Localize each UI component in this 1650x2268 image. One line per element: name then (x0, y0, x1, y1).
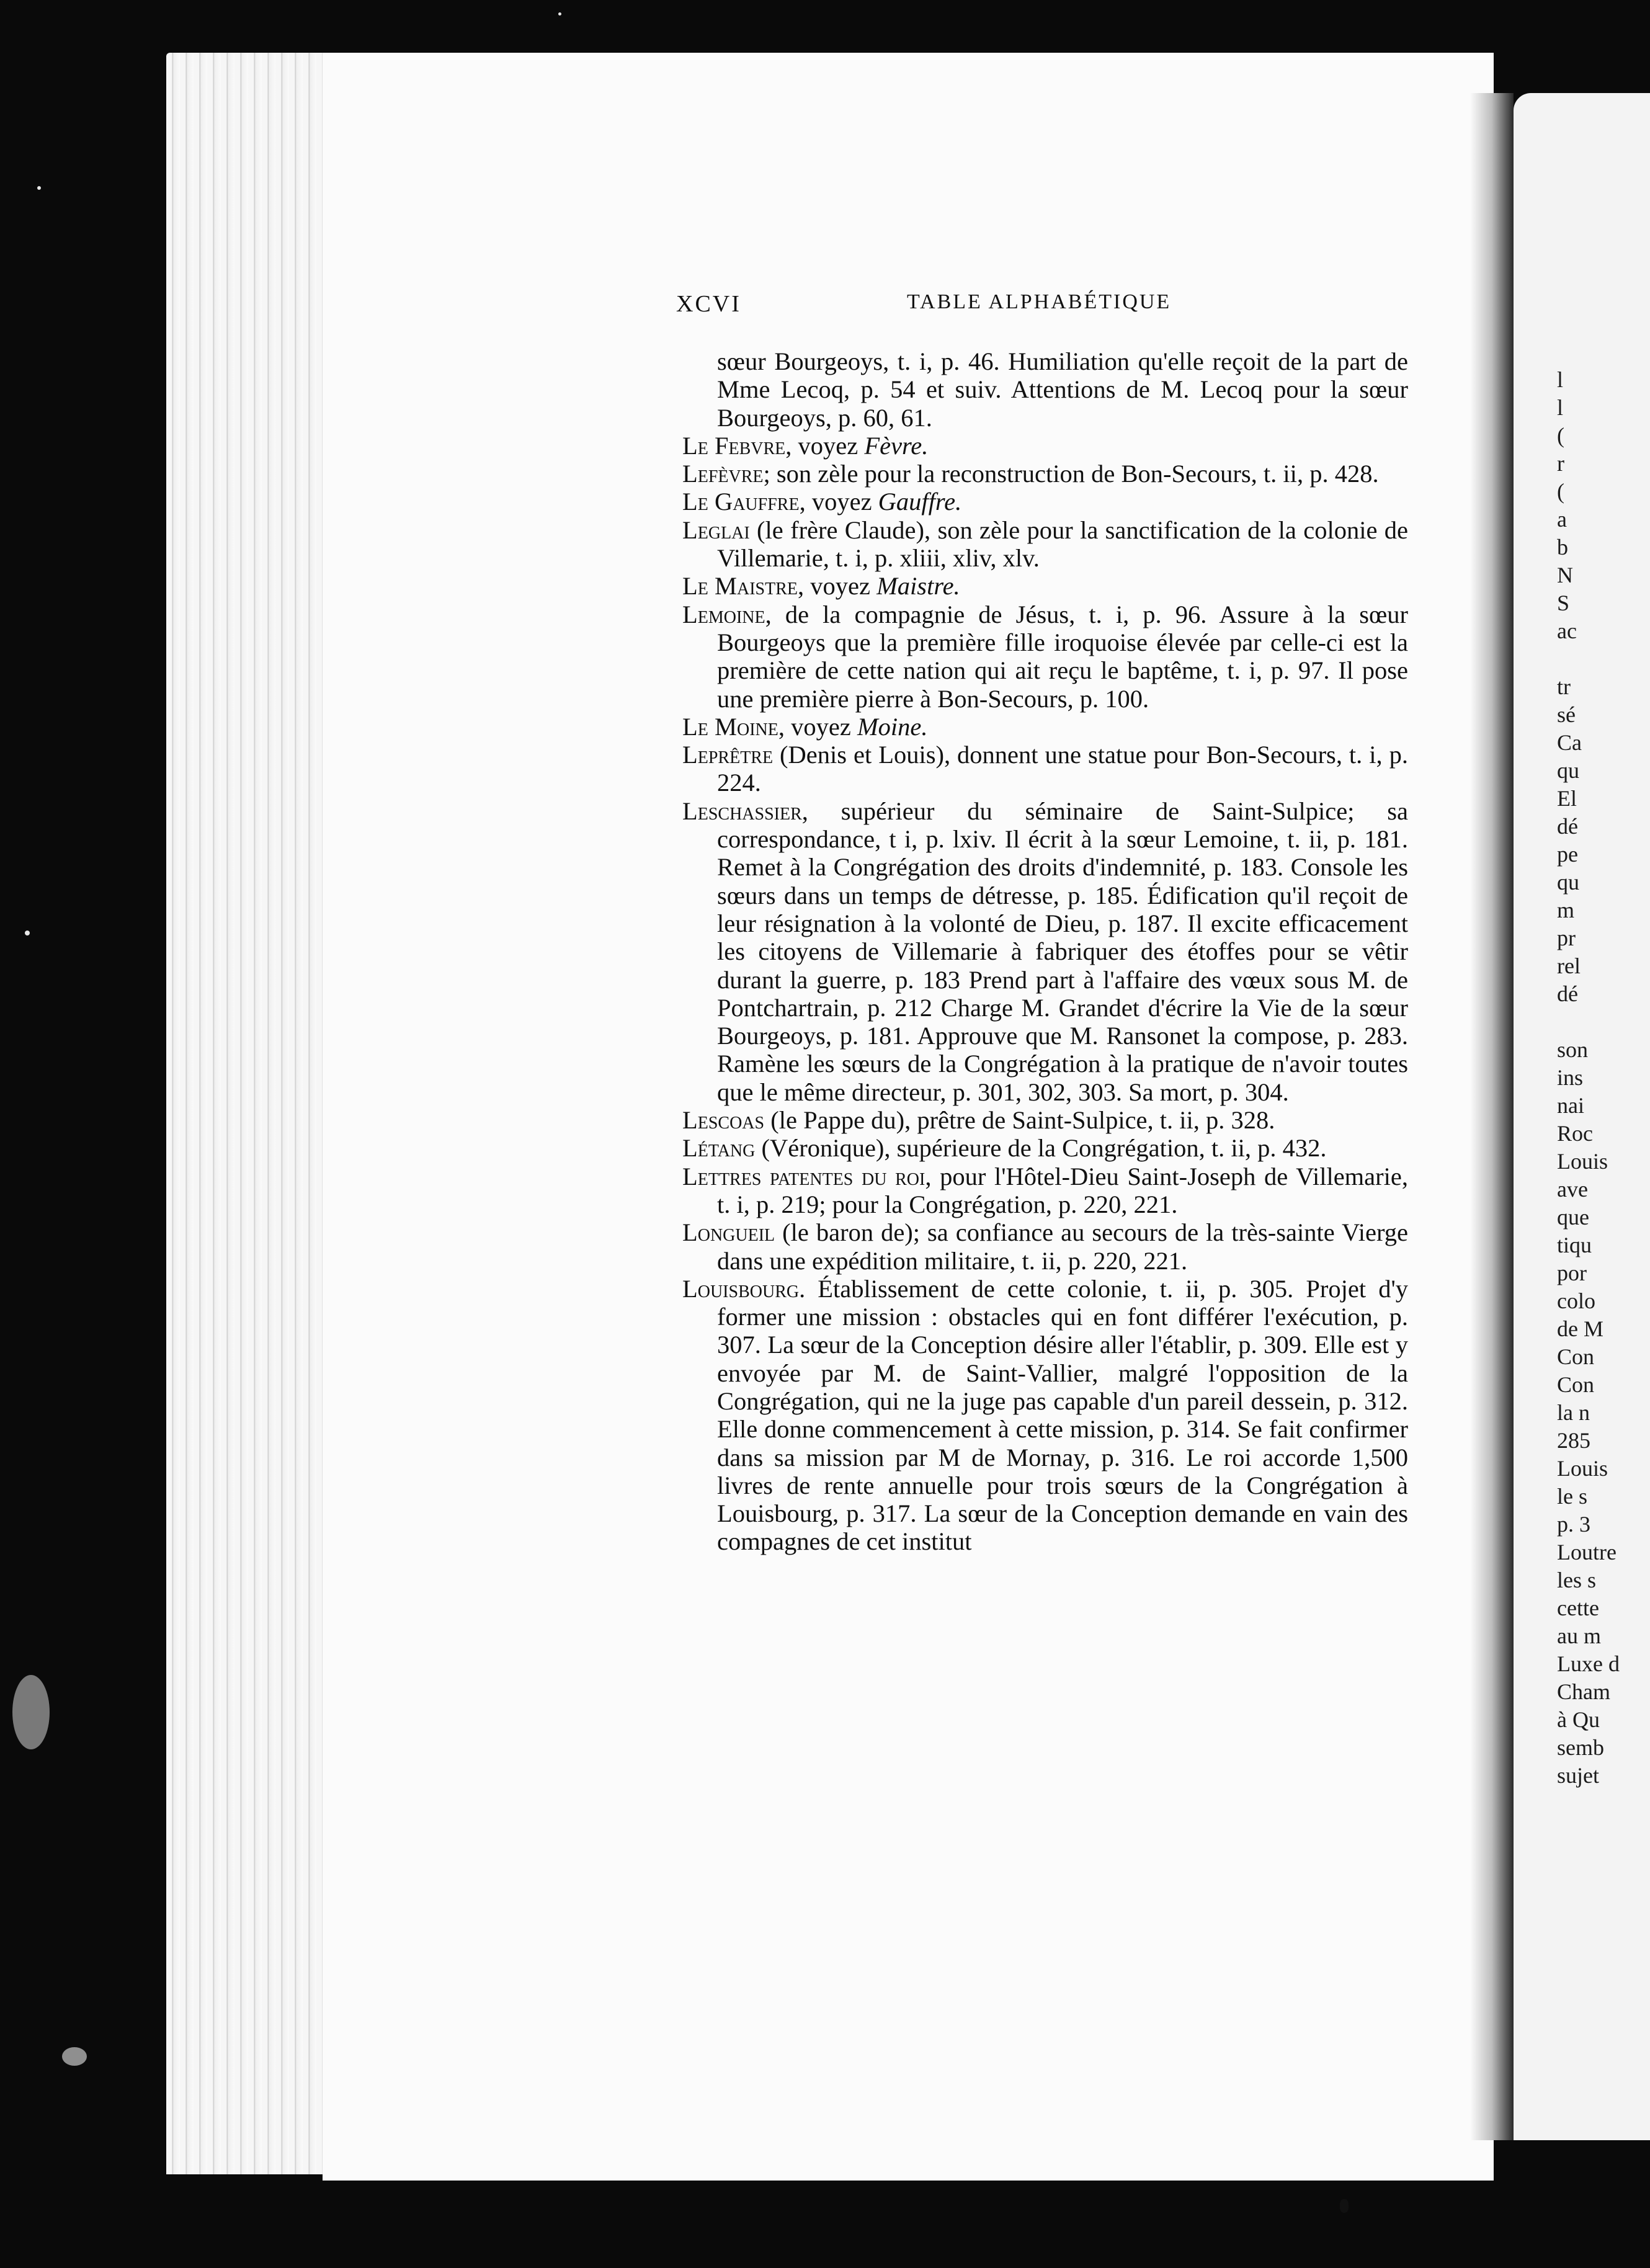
facing-page-line: S (1557, 591, 1570, 615)
facing-page (1514, 93, 1650, 2140)
facing-page-line: à Qu (1557, 1707, 1600, 1732)
scan-noise (37, 186, 41, 190)
facing-page-line: ave (1557, 1177, 1588, 1202)
index-entries (682, 347, 1408, 1556)
book-page-edges (166, 53, 331, 2174)
scan-noise (62, 2047, 87, 2066)
facing-page-line: Con (1557, 1372, 1595, 1397)
facing-page-line: Ca (1557, 730, 1582, 755)
facing-page-line: nai (1557, 1093, 1584, 1118)
index-entry: Lettres patentes du roi, pour l'Hôtel-Dieu Saint-Joseph de Villemarie, t. i, p. 219; pour la Congrégation, p. 220, 221. (682, 1162, 1409, 1218)
facing-page-line: l (1557, 367, 1564, 392)
page-number: XCVI (676, 291, 741, 317)
facing-page-line: au m (1557, 1623, 1601, 1648)
ink-mark (1340, 2199, 1349, 2213)
facing-page-line: sé (1557, 702, 1576, 727)
scan-noise (25, 931, 30, 935)
facing-page-line: qu (1557, 758, 1579, 783)
index-entry: Le Febvre, voyez Fèvre. (682, 431, 929, 460)
facing-page-line: ( (1557, 423, 1564, 448)
facing-page-line: la n (1557, 1400, 1590, 1425)
facing-page-line: N (1557, 563, 1573, 587)
facing-page-line: Louis (1557, 1149, 1608, 1174)
facing-page-line: Con (1557, 1344, 1595, 1369)
index-entry: Longueil (le baron de); sa confiance au secours de la très-sainte Vierge dans une expédition militaire, t. ii, p. 220, 221. (682, 1218, 1408, 1275)
facing-page-line: a (1557, 507, 1567, 532)
facing-page-line: p. 3 (1557, 1512, 1590, 1537)
facing-page-line: qu (1557, 870, 1579, 895)
facing-page-line: son (1557, 1037, 1589, 1062)
facing-page-line: dé (1557, 981, 1578, 1006)
facing-page-line: ins (1557, 1065, 1584, 1090)
index-entry: Lemoine, de la compagnie de Jésus, t. i, p. 96. Assure à la sœur Bourgeoys que la première fille iroquoise élevée par celle-ci est la première de cette nation qui ait reçu le baptême, t. i, p. 97. Il pose une première pierre à Bon-Secours, p. 100. (682, 600, 1408, 713)
facing-page-line: ( (1557, 479, 1564, 504)
index-entry: Le Gauffre, voyez Gauffre. (682, 488, 962, 516)
facing-page-line: l (1557, 395, 1564, 420)
scan-noise (12, 1675, 50, 1749)
facing-page-line: Cham (1557, 1679, 1610, 1704)
facing-page-line: ac (1557, 618, 1577, 643)
facing-page-line: les s (1557, 1568, 1596, 1592)
index-entry: Leglai (le frère Claude), son zèle pour la sanctification de la colonie de Villemarie, t. i, p. xliii, xliv, xlv. (682, 516, 1408, 573)
facing-page-line: tiqu (1557, 1233, 1592, 1257)
index-entry: Leprêtre (Denis et Louis), donnent une statue pour Bon-Secours, t. i, p. 224. (682, 741, 1408, 797)
facing-page-line: 285 (1557, 1428, 1590, 1453)
facing-page-line: Roc (1557, 1121, 1593, 1146)
facing-page-line: colo (1557, 1288, 1595, 1313)
index-entry: sœur Bourgeoys, t. i, p. 46. Humiliation qu'elle reçoit de la part de Mme Lecoq, p. 54 et suiv. Attentions de M. Lecoq pour la sœur Bourgeoys, p. 60, 61. (717, 347, 1408, 432)
facing-page-line: por (1557, 1261, 1587, 1285)
facing-page-line: sujet (1557, 1763, 1599, 1788)
index-entry: Leschassier, supérieur du séminaire de Saint-Sulpice; sa correspondance, t i, p. lxiv. Il écrit à la sœur Lemoine, t. ii, p. 181. Remet à la Congrégation des droits d'indemnité, p. 183. Console les sœurs dans un temps de détresse, p. 185. Édification qu'il reçoit de leur résignation à la volonté de Dieu, p. 187. Il excite efficacement les citoyens de Villemarie à fabriquer des étoffes pour se vêtir durant la guerre, p. 183 Prend part à l'affaire des vœux sous M. de Pontchartrain, p. 212 Charge M. Grandet d'écrire la Vie de la sœur Bourgeoys, p. 181. Approuve que M. Ransonet la compose, p. 283. Ramène les sœurs de la Congrégation à la pratique de n'avoir toutes que le même directeur, p. 301, 302, 303. Sa mort, p. 304. (682, 797, 1408, 1106)
index-entry: Le Maistre, voyez Maistre. (682, 572, 960, 600)
facing-page-line: le s (1557, 1484, 1587, 1509)
page-title: TABLE ALPHABÉTIQUE (907, 290, 1172, 313)
index-entry: Louisbourg. Établissement de cette colonie, t. ii, p. 305. Projet d'y former une mission : obstacles qui en font différer l'exécution, p. 307. La sœur de la Conception désire aller l'établir, p. 309. Elle est y envoyée par M. de Saint-Vallier, malgré l'opposition de la Congrégation, qui ne la juge pas capable d'un pareil dessein, p. 312. Elle donne commencement à cette mission, p. 314. Se fait confirmer dans sa mission par M de Mornay, p. 316. Le roi accorde 1,500 livres de rente annuelle pour trois sœurs de la Congrégation à Louisbourg, p. 317. La sœur de la Conception demande en vain des compagnes de cet institut (682, 1274, 1408, 1556)
facing-page-line: Loutre (1557, 1540, 1617, 1565)
facing-page-line: r (1557, 451, 1564, 476)
index-entry: Le Moine, voyez Moine. (682, 712, 928, 741)
scan-noise (558, 12, 561, 16)
facing-page-line (1557, 1008, 1650, 1036)
facing-page-line (1557, 645, 1650, 673)
index-entry: Lefèvre; son zèle pour la reconstruction de Bon-Secours, t. ii, p. 428. (682, 460, 1379, 488)
facing-page-text (1557, 366, 1650, 1790)
facing-page-line: pr (1557, 926, 1576, 950)
index-entry: Létang (Véronique), supérieure de la Congrégation, t. ii, p. 432. (682, 1134, 1327, 1163)
running-head (676, 290, 1420, 328)
facing-page-line: Luxe d (1557, 1651, 1620, 1676)
facing-page-line: semb (1557, 1735, 1604, 1760)
facing-page-line: cette (1557, 1596, 1599, 1620)
facing-page-line: tr (1557, 674, 1571, 699)
facing-page-line: pe (1557, 842, 1578, 867)
index-entry: Lescoas (le Pappe du), prêtre de Saint-Sulpice, t. ii, p. 328. (682, 1106, 1275, 1135)
gutter-shadow (1470, 93, 1514, 2140)
facing-page-line: m (1557, 898, 1575, 922)
facing-page-line: Louis (1557, 1456, 1608, 1481)
facing-page-line: El (1557, 786, 1577, 811)
facing-page-line: b (1557, 535, 1568, 560)
facing-page-line: dé (1557, 814, 1578, 839)
facing-page-line: de M (1557, 1316, 1603, 1341)
facing-page-line: que (1557, 1205, 1589, 1230)
facing-page-line: rel (1557, 953, 1581, 978)
